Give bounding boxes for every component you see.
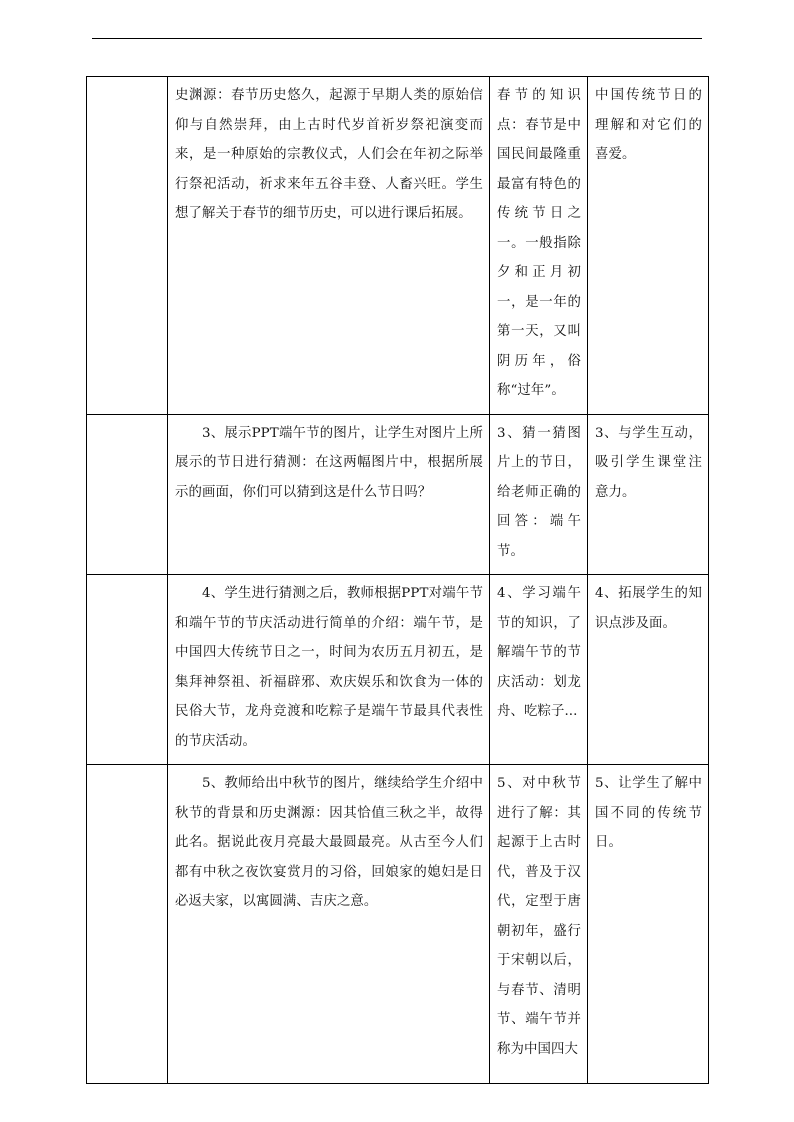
teaching-content-text: 4、学生进行猜测之后，教师根据PPT对端午节和端午节的节庆活动进行简单的介绍：端午节，是中国四大传统节日之一，时间为农历五月初五，是集拜神祭祖、祈福辟邪、欢庆娱乐和饮食为一体的民俗大节，龙舟竞渡和吃粽子是端午节最具代表性的节庆活动。 — [175, 586, 483, 749]
header-rule — [92, 38, 702, 39]
teaching-content-cell — [168, 575, 490, 765]
stage-cell — [87, 575, 168, 765]
design-intent-text: 5、让学生了解中国不同的传统节日。 — [595, 776, 702, 850]
teaching-content-cell — [168, 77, 490, 415]
design-intent-cell — [588, 575, 709, 765]
student-activity-cell — [490, 575, 588, 765]
table-row — [87, 414, 709, 575]
teaching-content-text: 5、教师给出中秋节的图片，继续给学生介绍中秋节的背景和历史渊源：因其恰值三秋之半，故得此名。据说此夜月亮最大最圆最亮。从古至今人们都有中秋之夜饮宴赏月的习俗，回娘家的媳妇是日必返夫家，以寓圆满、吉庆之意。 — [175, 776, 483, 909]
teaching-content-cell — [168, 765, 490, 1084]
design-intent-cell — [588, 765, 709, 1084]
student-activity-text: 春节的知识点：春节是中国民间最隆重最富有特色的传统节日之一。一般指除夕和正月初一，是一年的第一天，又叫阴历年，俗称“过年”。 — [497, 88, 581, 398]
student-activity-cell — [490, 765, 588, 1084]
student-activity-cell — [490, 414, 588, 575]
design-intent-text: 4、拓展学生的知识点涉及面。 — [595, 586, 702, 631]
design-intent-cell — [588, 77, 709, 415]
table-row — [87, 765, 709, 1084]
teaching-content-text: 史渊源：春节历史悠久，起源于早期人类的原始信仰与自然崇拜，由上古时代岁首祈岁祭祀演变而来，是一种原始的宗教仪式，人们会在年初之际举行祭祀活动，祈求来年五谷丰登、人畜兴旺。学生想了解关于春节的细节历史，可以进行课后拓展。 — [175, 88, 483, 221]
teaching-content-cell — [168, 414, 490, 575]
student-activity-cell — [490, 77, 588, 415]
design-intent-text: 3、与学生互动，吸引学生课堂注意力。 — [595, 425, 702, 500]
table-row — [87, 575, 709, 765]
table-row — [87, 77, 709, 415]
design-intent-text: 中国传统节日的理解和对它们的喜爱。 — [595, 88, 702, 162]
student-activity-text: 4、学习端午节的知识，了解端午节的节庆活动：划龙舟、吃粽子... — [497, 586, 581, 719]
stage-cell — [87, 77, 168, 415]
teaching-content-text: 3、展示PPT端午节的图片，让学生对图片上所展示的节日进行猜测：在这两幅图片中，根据所展示的画面，你们可以猜到这是什么节日吗？ — [175, 425, 483, 500]
lesson-plan-table — [86, 76, 709, 1084]
stage-cell — [87, 765, 168, 1084]
student-activity-text: 5、对中秋节进行了解：其起源于上古时代，普及于汉代，定型于唐朝初年，盛行于宋朝以后，与春节、清明节、端午节并称为中国四大 — [497, 776, 581, 1057]
student-activity-text: 3、猜一猜图片上的节日，给老师正确的回答：端午节。 — [497, 425, 581, 559]
design-intent-cell — [588, 414, 709, 575]
stage-cell — [87, 414, 168, 575]
